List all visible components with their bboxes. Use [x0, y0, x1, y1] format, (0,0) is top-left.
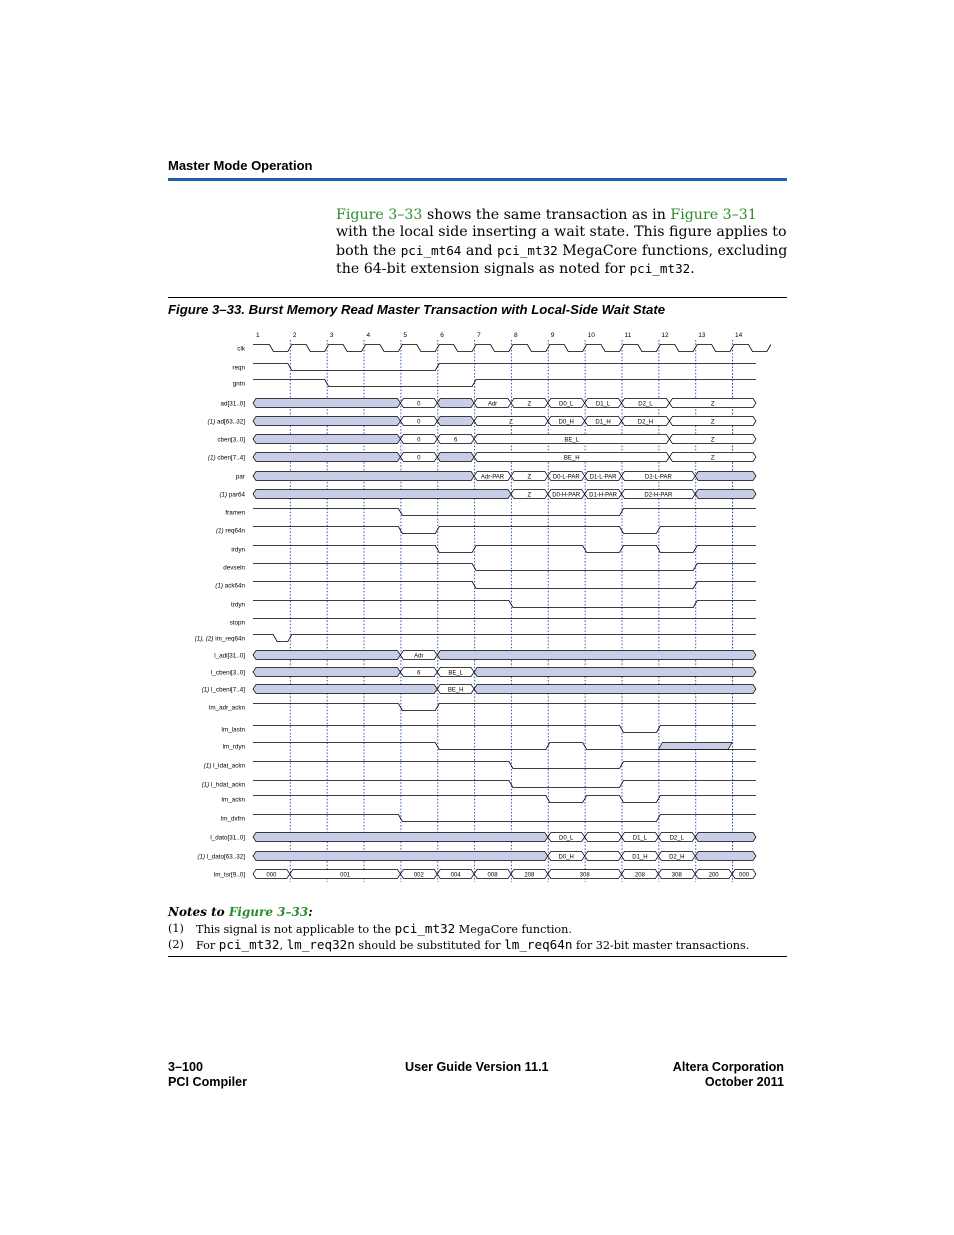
ad-lo-bus-segment	[253, 399, 400, 408]
signal-name: framen	[225, 509, 245, 517]
code-term: pci_mt32	[629, 261, 691, 277]
par-bus-segment	[695, 472, 756, 481]
signal-name: l_dato[31..0]	[210, 834, 245, 842]
lm-tsr-bus-label: 001	[340, 872, 351, 879]
lm-tsr-bus-label: 002	[413, 872, 424, 879]
signal-name: lm_tsr[9..0]	[213, 871, 245, 879]
lm-ackn-waveform	[253, 796, 756, 803]
intro-paragraph	[336, 207, 788, 279]
guide-version: User Guide Version 11.1	[405, 1060, 549, 1074]
signal-name: (1) req64n	[215, 527, 245, 535]
clock-number: 9	[550, 332, 555, 339]
lm-tsr-bus-label: 308	[579, 872, 590, 879]
l-adi-bus-segment	[437, 651, 756, 660]
lm-rdyn-dontcare	[658, 743, 732, 750]
lm-adr-ackn-waveform	[253, 704, 756, 711]
par64-bus-label: D0-H-PAR	[552, 492, 581, 499]
cben-hi-bus-segment	[437, 453, 474, 462]
reqn-waveform	[253, 364, 756, 371]
signal-name: cben[3..0]	[217, 436, 245, 444]
signal-name: (1) par64	[219, 491, 245, 499]
clock-number: 14	[735, 332, 743, 339]
intro-text: and	[461, 242, 498, 259]
signal-name: (1) ack64n	[215, 582, 245, 590]
cben-hi-bus-segment	[253, 453, 400, 462]
ad-hi-bus-label: Z	[509, 419, 513, 426]
par-bus-label: D0-L-PAR	[552, 474, 580, 481]
signal-name: clk	[237, 345, 245, 353]
ad-lo-bus-label: D2_L	[638, 401, 653, 408]
lm-tsr-bus-label: 000	[739, 872, 750, 879]
l-dato-hi-bus-segment	[585, 852, 622, 861]
signal-name: irdyn	[231, 546, 245, 554]
clock-number: 12	[661, 332, 669, 339]
ad-lo-bus-label: Z	[527, 401, 532, 408]
l-dato-hi-bus-label: D0_H	[558, 854, 574, 861]
figure-caption: Figure 3–33. Burst Memory Read Master Transaction with Local-Side Wait State	[168, 302, 666, 317]
signal-name: lm_dxfrn	[220, 815, 245, 823]
l-cbeni-hi-bus-label: BE_H	[447, 687, 464, 694]
l-dato-hi-bus-segment	[253, 852, 548, 861]
ad-lo-bus-label: D0_L	[559, 401, 574, 408]
lm-tsr-bus-label: 208	[524, 872, 535, 879]
caption-rule	[168, 297, 787, 298]
par-bus-label: D2-L-PAR	[644, 474, 672, 481]
clock-number: 5	[403, 332, 408, 339]
header-rule	[168, 178, 787, 181]
clock-number: 13	[698, 332, 706, 339]
signal-name: (1) ad[63..32]	[207, 418, 245, 426]
l-dato-hi-bus-label: D1_H	[632, 854, 648, 861]
l-dato-lo-bus-segment	[253, 833, 548, 842]
signal-name: (1) l_dato[63..32]	[197, 853, 245, 861]
section-title: Master Mode Operation	[168, 158, 313, 173]
note-item: (1) This signal is not applicable to the pci_mt32 MegaCore function.	[168, 921, 572, 936]
l-cbeni-lo-bus-segment	[474, 668, 756, 677]
l-adi-bus-label: Adr	[414, 653, 424, 660]
ad-lo-bus-label: 0	[417, 401, 421, 408]
signal-name: (1), (2) lm_req64n	[194, 635, 245, 643]
ad-hi-bus-segment	[437, 417, 474, 426]
figure-link[interactable]: Figure 3–33	[228, 905, 309, 919]
l-cbeni-hi-bus-segment	[474, 685, 756, 694]
clock-number: 8	[513, 332, 518, 339]
notes-title: Notes to Figure 3–33:	[168, 905, 313, 919]
signal-name: ad[31..0]	[220, 400, 245, 408]
intro-text: MegaCore functions, excluding the 64-bit extension signals as noted for	[336, 242, 788, 278]
par-bus-segment	[253, 472, 474, 481]
code-term: pci_mt64	[400, 242, 462, 258]
signal-name: l_adi[31..0]	[214, 652, 245, 660]
signal-name: (1) l_ldat_ackn	[203, 762, 245, 770]
intro-text: .	[690, 261, 695, 278]
par64-bus-label: D2-H-PAR	[644, 492, 673, 499]
l-dato-lo-bus-label: D0_L	[559, 835, 574, 842]
cben-hi-bus-label: 0	[417, 455, 421, 462]
signal-name: lm_adr_ackn	[208, 704, 245, 712]
product-name: PCI Compiler	[168, 1075, 248, 1089]
lm-tsr-bus-label: 004	[450, 872, 461, 879]
ad-hi-bus-label: D1_H	[595, 419, 611, 426]
par-bus-label: D1-L-PAR	[589, 474, 617, 481]
trdyn-waveform	[253, 601, 756, 608]
l-dato-lo-bus-label: D2_L	[669, 835, 684, 842]
publish-date: October 2011	[704, 1075, 784, 1089]
note-item: (2) For pci_mt32, lm_req32n should be substituted for lm_req64n for 32-bit master transactions.	[168, 937, 750, 952]
l-ldat-ackn-waveform	[253, 762, 756, 769]
l-dato-hi-bus-label: D2_H	[669, 854, 685, 861]
signal-name: (1) l_cbeni[7..4]	[201, 686, 245, 694]
intro-text: shows the same transaction as in	[422, 207, 671, 223]
cben-lo-bus-label: BE_L	[564, 437, 580, 444]
req64n-waveform	[253, 527, 756, 534]
l-cbeni-lo-bus-label: 6	[417, 670, 421, 677]
signal-name: lm_ackn	[221, 796, 245, 804]
figure-link[interactable]: Figure 3–33	[336, 207, 423, 223]
company-name: Altera Corporation	[672, 1060, 784, 1074]
l-dato-lo-bus-segment	[585, 833, 622, 842]
l-dato-lo-bus-label: D1_L	[632, 835, 648, 842]
footer-right	[673, 1060, 784, 1090]
timing-diagram	[0, 320, 954, 888]
lm-dxfrn-waveform	[253, 815, 756, 822]
intro-text: with the local side inserting a wait state. This figure applies to both the	[336, 224, 787, 259]
ad-hi-bus-label: D2_H	[637, 419, 654, 426]
lm-tsr-bus-label: 308	[671, 872, 682, 879]
signal-name: stopn	[229, 619, 245, 627]
code-term: lm_req64n	[504, 937, 573, 952]
ad-lo-bus-label: Z	[710, 401, 715, 408]
ad-hi-bus-label: Z	[710, 419, 715, 426]
clock-number: 3	[329, 332, 334, 339]
clock-number: 6	[440, 332, 444, 339]
notes-rule	[168, 956, 787, 957]
signal-name: reqn	[232, 364, 245, 372]
signal-name: l_cbeni[3..0]	[211, 669, 245, 677]
gntn-waveform	[253, 380, 756, 387]
clock-number: 10	[587, 332, 595, 339]
cben-lo-bus-segment	[253, 435, 400, 444]
l-adi-bus-segment	[253, 651, 400, 660]
code-term: pci_mt32	[394, 921, 456, 936]
signal-name: lm_lastn	[221, 726, 245, 734]
par64-bus-label: D1-H-PAR	[589, 492, 618, 499]
code-term: pci_mt32	[497, 242, 558, 258]
cben-hi-bus-label: BE_H	[563, 455, 580, 462]
par-bus-label: Adr-PAR	[480, 474, 505, 481]
ad-hi-bus-label: 0	[417, 419, 421, 426]
ad-hi-bus-label: D0_H	[558, 419, 574, 426]
figure-link[interactable]: Figure 3–31	[670, 207, 757, 223]
clock-number: 11	[624, 332, 632, 339]
l-dato-hi-bus-segment	[695, 852, 756, 861]
par64-bus-label: Z	[527, 492, 532, 499]
lm-tsr-bus-label: 200	[708, 872, 719, 879]
lm-tsr-bus-label: 208	[634, 872, 645, 879]
irdyn-waveform	[253, 546, 756, 553]
devseln-waveform	[253, 564, 756, 571]
lm-tsr-bus-label: 008	[487, 872, 498, 879]
footer-left	[168, 1060, 247, 1090]
cben-lo-bus-label: Z	[710, 437, 715, 444]
l-cbeni-lo-bus-label: BE_L	[448, 670, 464, 677]
ad-lo-bus-segment	[437, 399, 474, 408]
page-number: 3–100	[168, 1060, 204, 1074]
lm-req64n-waveform	[253, 635, 756, 642]
clock-number: 2	[292, 332, 297, 339]
ad-lo-bus-label: D1_L	[595, 401, 611, 408]
framen-waveform	[253, 509, 756, 516]
ack64n-waveform	[253, 582, 756, 589]
l-cbeni-lo-bus-segment	[253, 668, 400, 677]
l-hdat-ackn-waveform	[253, 781, 756, 788]
signal-name: devseln	[223, 564, 245, 572]
code-term: lm_req32n	[286, 937, 355, 952]
cben-hi-bus-label: Z	[710, 455, 715, 462]
code-term: pci_mt32	[218, 937, 280, 952]
signal-name: lm_rdyn	[222, 743, 245, 751]
clock-number: 4	[366, 332, 371, 339]
ad-hi-bus-segment	[253, 417, 400, 426]
par-bus-label: Z	[527, 474, 532, 481]
clock-number: 1	[256, 332, 260, 339]
par64-bus-segment	[695, 490, 756, 499]
signal-name: trdyn	[231, 601, 245, 609]
l-cbeni-hi-bus-segment	[253, 685, 437, 694]
signal-name: gntn	[232, 380, 245, 388]
cben-lo-bus-label: 6	[454, 437, 458, 444]
signal-name: (1) cben[7..4]	[207, 454, 245, 462]
signal-name: par	[235, 473, 245, 481]
cben-lo-bus-label: 0	[417, 437, 421, 444]
signal-name: (1) l_hdat_ackn	[201, 781, 245, 789]
lm-lastn-waveform	[253, 726, 756, 733]
l-dato-lo-bus-segment	[695, 833, 756, 842]
ad-lo-bus-label: Adr	[487, 401, 498, 408]
lm-tsr-bus-label: 000	[266, 872, 277, 879]
clock-number: 7	[477, 332, 481, 339]
figure-notes	[168, 905, 787, 953]
par64-bus-segment	[253, 490, 511, 499]
